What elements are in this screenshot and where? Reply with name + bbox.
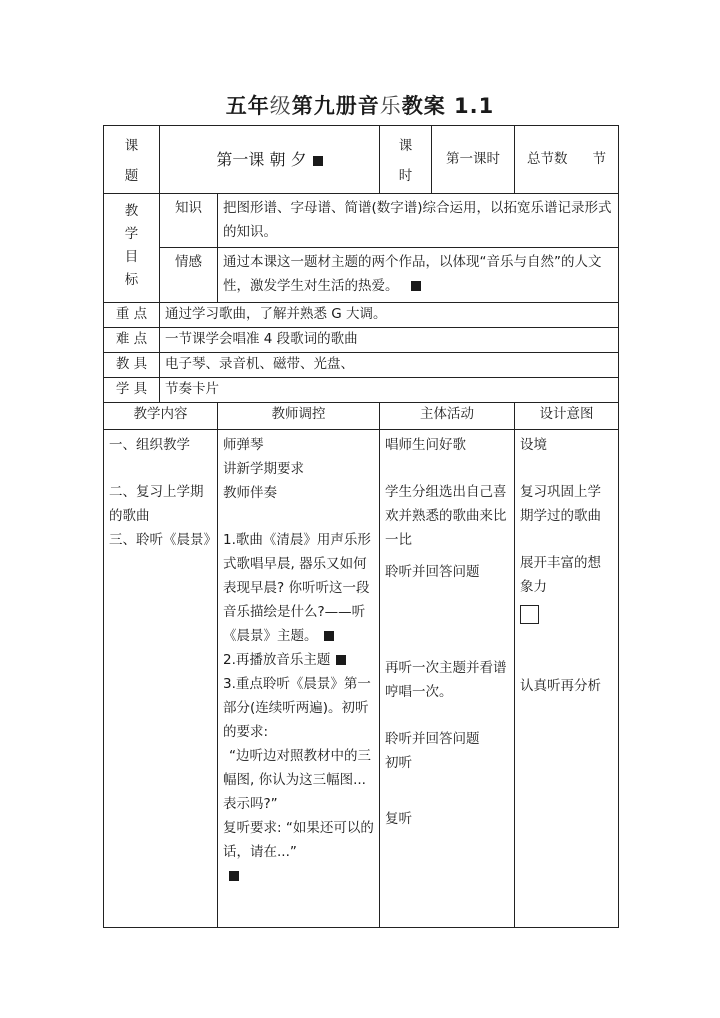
knowledge-label: 知识 bbox=[160, 194, 218, 248]
list-item: 再听一次主题并看谱哼唱一次。 bbox=[385, 659, 507, 700]
list-item: 复听 bbox=[385, 810, 413, 827]
checkbox-square-icon bbox=[520, 605, 539, 624]
col-header-intent: 设计意图 bbox=[515, 402, 619, 429]
teaching-aids-text: 电子琴、录音机、磁带、光盘、 bbox=[160, 352, 619, 377]
intent-cell bbox=[515, 429, 619, 927]
col-header-teacher: 教师调控 bbox=[218, 402, 380, 429]
learning-aids-label: 学 具 bbox=[104, 377, 160, 402]
list-item: 聆听并回答问题 bbox=[385, 563, 480, 580]
list-item: 师弹琴 bbox=[223, 436, 264, 453]
list-item: 展开丰富的想象力 bbox=[520, 554, 602, 595]
list-item: 复习巩固上学期学过的歌曲 bbox=[520, 483, 602, 524]
difficulty-text: 一节课学会唱准 4 段歌词的歌曲 bbox=[160, 327, 619, 352]
ke-shi-label: 课 时 bbox=[380, 126, 432, 194]
placeholder-square-icon bbox=[229, 871, 239, 881]
list-item: 唱师生问好歌 bbox=[385, 436, 467, 453]
list-item: 初听 bbox=[385, 754, 413, 771]
placeholder-square-icon bbox=[313, 156, 323, 166]
total-cell bbox=[515, 126, 619, 194]
teaching-aids-label: 教 具 bbox=[104, 352, 160, 377]
page-title: 五年级第九册音乐教案 1.1 bbox=[225, 94, 495, 118]
teacher-cell bbox=[218, 429, 380, 927]
objectives-label: 教 学 目 标 bbox=[104, 194, 160, 303]
emotion-text: 通过本课这一题材主题的两个作品，以体现“音乐与自然”的人文性，激发学生对生活的热爱。 bbox=[218, 248, 619, 302]
col-header-activity: 主体活动 bbox=[380, 402, 515, 429]
list-item: “边听边对照教材中的三幅图, 你认为这三幅图...表示吗?” bbox=[223, 747, 371, 812]
list-item: 讲新学期要求 bbox=[223, 460, 304, 477]
list-item: 二、复习上学期的歌曲 bbox=[109, 483, 204, 524]
learning-aids-text: 节奏卡片 bbox=[160, 377, 619, 402]
emotion-label: 情感 bbox=[160, 248, 218, 302]
content-cell bbox=[104, 429, 218, 927]
lesson-title: 第一课 朝 夕 bbox=[160, 126, 380, 194]
ke-shi-value: 第一课时 bbox=[432, 126, 515, 194]
difficulty-label: 难 点 bbox=[104, 327, 160, 352]
placeholder-square-icon bbox=[411, 281, 421, 291]
lesson-plan-table bbox=[103, 125, 619, 928]
list-item: 设境 bbox=[520, 436, 548, 453]
key-point-text: 通过学习歌曲，了解并熟悉 G 大调。 bbox=[160, 302, 619, 327]
list-item: 复听要求: “如果还可以的 话，请在...” bbox=[223, 816, 374, 888]
placeholder-square-icon bbox=[324, 631, 334, 641]
activity-cell bbox=[380, 429, 515, 927]
list-item: 教师伴奏 bbox=[223, 484, 277, 501]
ke-ti-label: 课 题 bbox=[104, 126, 160, 194]
list-item: 1.歌曲《清晨》用声乐形式歌唱早晨, 器乐又如何表现早晨? 你听听这一段音乐描绘是什么?——听《晨景》主题。 bbox=[223, 531, 371, 644]
list-item: 认真听再分析 bbox=[520, 677, 602, 694]
knowledge-text: 把图形谱、字母谱、简谱(数字谱)综合运用，以拓宽乐谱记录形式的知识。 bbox=[218, 194, 619, 248]
list-item: 三、聆听《晨景》 bbox=[109, 531, 217, 548]
placeholder-square-icon bbox=[336, 655, 346, 665]
jie-label: 节 bbox=[592, 151, 607, 167]
list-item: 学生分组选出自己喜欢并熟悉的歌曲来比一比 bbox=[385, 483, 507, 548]
list-item: 聆听并回答问题 bbox=[385, 730, 480, 747]
list-item: 3.重点聆听《晨景》第一部分(连续听两遍)。初听的要求: bbox=[223, 675, 371, 740]
col-header-content: 教学内容 bbox=[104, 402, 218, 429]
list-item: 2.再播放音乐主题 bbox=[223, 648, 374, 672]
key-point-label: 重 点 bbox=[104, 302, 160, 327]
total-label: 总节数 bbox=[527, 151, 568, 167]
list-item: 一、组织教学 bbox=[109, 436, 190, 453]
